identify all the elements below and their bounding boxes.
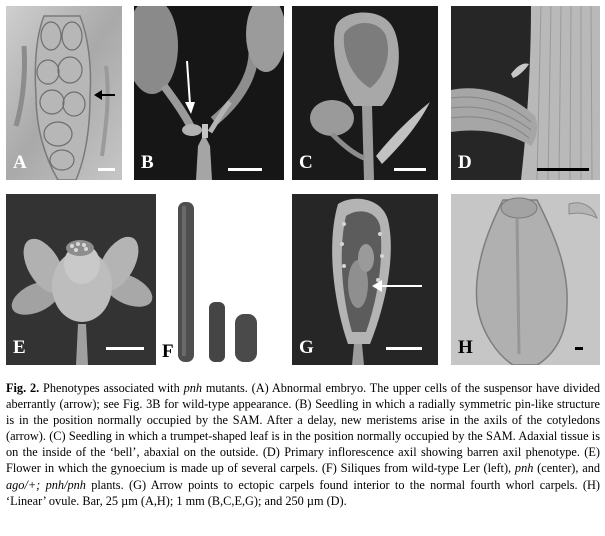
panel-c [292,6,438,180]
scale-bar [575,347,583,350]
panel-label: B [141,152,154,173]
panel-label: D [458,152,472,173]
panel-label: H [458,337,473,358]
arrow-icon [134,6,284,180]
caption-text: Phenotypes associated with [39,381,184,395]
panel-label: G [299,337,314,358]
genotype: ago/+; pnh/pnh [6,477,86,492]
panel-b [134,6,284,180]
panel-e [6,194,156,365]
scale-bar [98,168,115,171]
caption-text: (center), and [533,461,600,476]
scale-bar [537,168,589,171]
panel-d-micrograph [451,6,600,180]
panel-label: F [162,341,174,362]
scale-bar [228,168,262,171]
gene-name: pnh [514,461,534,476]
panel-e-micrograph [6,194,156,365]
panel-label: C [299,152,313,173]
panel-d [451,6,600,180]
panel-g [292,194,438,365]
panel-h [451,194,600,365]
panel-c-micrograph [292,6,438,180]
panel-f-siliques [162,196,276,365]
figure-caption [6,380,600,509]
scale-bar [386,347,422,350]
caption-text: mutants. (A) Abnormal embryo. The upper cells of the suspensor have divided aberrantly (arrow); see Fig. 3B for wild-type appearance. (B) Seedling in which a radially symmetric pin-like structure is in the position normally occupied by the SAM. After a delay, new meristems arise in the axils of the cotyledons (arrow). (C) Seedling in which a trumpet-shaped leaf is in the position normally occupied by the SAM. Adaxial tissue is on the inside of the ‘bell’, abaxial on the outside. (D) Primary inflorescence axil showing barren axil phenotype. (E) Flower in which the gynoecium is made up of several carpels. (F) Siliques from wild-type Ler (left), [6,381,601,476]
gene-name: pnh [183,381,203,395]
caption-text: plants. (G) Arrow points to ectopic carpels found interior to the normal fourth whorl carpels. (H) ‘Linear’ ovule. Bar, 25 µm (A,H); 1 mm (B,C,E,G); and 250 µm (D). [6,477,600,508]
panel-h-micrograph [451,194,600,365]
panel-label: E [13,337,26,358]
panel-label: A [13,152,27,173]
figure-label: Fig. 2. [6,381,40,395]
panel-f [162,196,276,365]
scale-bar [106,347,144,350]
panel-a [6,6,122,180]
scale-bar [394,168,426,171]
